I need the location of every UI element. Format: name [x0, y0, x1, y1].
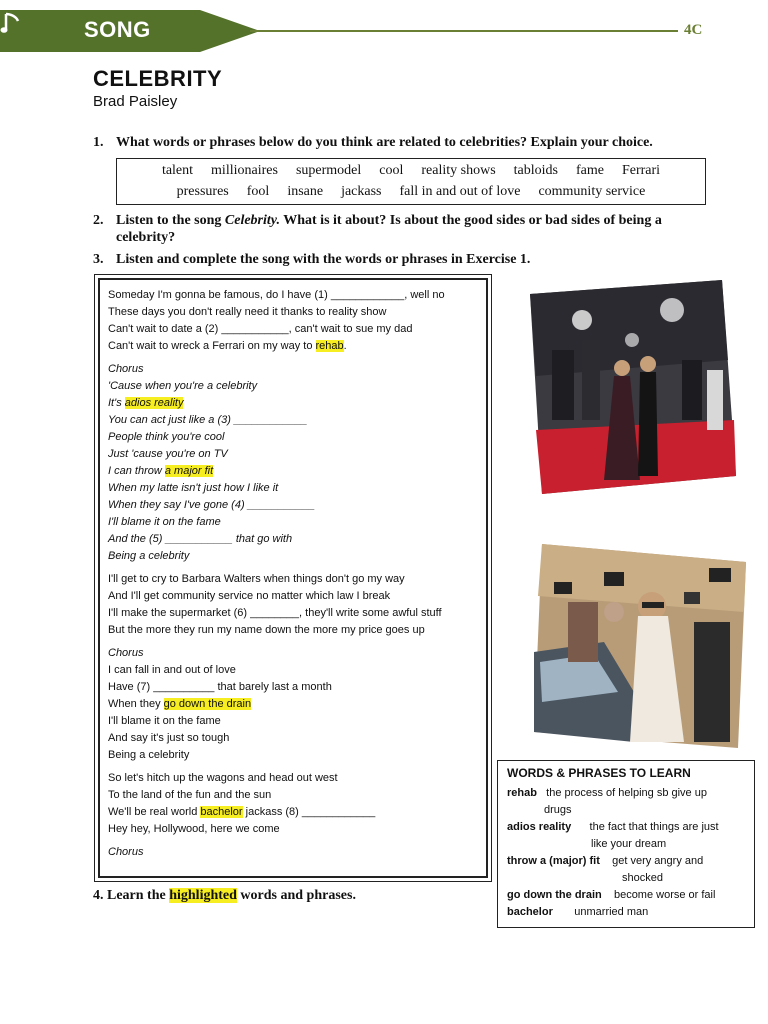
lyrics-box	[98, 278, 488, 878]
highlight-go-down-the-drain: go down the drain	[163, 698, 252, 710]
vocab-definition: the fact that things are just	[589, 821, 719, 833]
exercise-1-question: What words or phrases below do you think are related to celebrities? Explain your choice.	[116, 135, 653, 150]
lyric-line: I can fall in and out of love	[108, 664, 236, 676]
vocab-entry	[507, 853, 754, 887]
lyric-line: I'll blame it on the fame	[108, 715, 221, 727]
word-chip: reality shows	[421, 163, 496, 178]
lyric-line: When they say I've gone (4) ___________	[108, 499, 315, 511]
vocab-term: go down the drain	[507, 889, 602, 901]
exercise-4-text-end: words and phrases.	[236, 888, 356, 903]
paparazzi-photo	[534, 542, 748, 752]
exercise-2-question	[93, 212, 713, 246]
lyric-line: 'Cause when you're a celebrity	[108, 380, 258, 392]
lyric-text: When they	[108, 698, 164, 710]
exercise-2-song-title: Celebrity.	[224, 213, 280, 228]
lyric-line: And I'll get community service no matter which law I break	[108, 590, 391, 602]
word-chip: fool	[246, 184, 270, 199]
lyric-line	[108, 804, 486, 821]
word-row-1	[117, 163, 705, 181]
lyric-line: I'll blame it on the fame	[108, 516, 221, 528]
exercise-3-number: 3.	[93, 252, 104, 267]
lyric-line: Can't wait to date a (2) ___________, can't wait to sue my dad	[108, 323, 413, 335]
vocab-entry	[507, 819, 754, 853]
lyric-line	[108, 696, 486, 713]
lyric-line	[108, 338, 486, 355]
lyric-line: You can act just like a (3) ____________	[108, 414, 308, 426]
lyric-line: Have (7) __________ that barely last a month	[108, 681, 332, 693]
word-chip: pressures	[176, 184, 229, 199]
chorus-label: Chorus	[108, 363, 144, 375]
exercise-1	[93, 134, 713, 151]
word-chip: insane	[287, 184, 324, 199]
word-chip: Ferrari	[621, 163, 661, 178]
chorus-1	[108, 361, 486, 565]
song-artist: Brad Paisley	[93, 93, 178, 110]
word-chip: fall in and out of love	[399, 184, 521, 199]
lyric-line: These days you don't really need it thanks to reality show	[108, 306, 387, 318]
lyric-text: We'll be real world	[108, 806, 201, 818]
red-carpet-image	[522, 280, 738, 506]
word-chip: supermodel	[295, 163, 362, 178]
lyric-line: I'll make the supermarket (6) ________, they'll write some awful stuff	[108, 607, 442, 619]
exercise-4	[93, 888, 356, 904]
vocab-term: adios reality	[507, 821, 572, 833]
vocab-term: bachelor	[507, 906, 553, 918]
exercise-2-text: Listen to the song	[116, 213, 225, 228]
exercise-1-number: 1.	[93, 135, 104, 150]
vocab-definition: the process of helping sb give up	[546, 787, 707, 799]
word-row-2	[117, 184, 705, 202]
chorus-label: Chorus	[108, 647, 144, 659]
vocab-entry	[507, 887, 754, 904]
lyric-line	[108, 395, 486, 412]
vocab-definition: become worse or fail	[613, 889, 716, 901]
words-to-learn-title: WORDS & PHRASES TO LEARN	[507, 766, 691, 780]
vocab-term: rehab	[507, 787, 537, 799]
word-chip: millionaires	[211, 163, 278, 178]
vocab-entry	[507, 785, 754, 819]
lyric-text: jackass (8) ____________	[242, 806, 376, 818]
vocab-definition-cont: like your dream	[591, 838, 667, 850]
lyric-line: And the (5) ___________ that go with	[108, 533, 293, 545]
unit-code: 4C	[684, 22, 703, 38]
lyric-line: And say it's just so tough	[108, 732, 230, 744]
lyric-text: Can't wait to wreck a Ferrari on my way to	[108, 340, 316, 352]
vocab-term: throw a (major) fit	[507, 855, 600, 867]
lyric-line: But the more they run my name down the more my price goes up	[108, 624, 425, 636]
verse-3	[108, 770, 486, 838]
lyric-line: I'll get to cry to Barbara Walters when things don't go my way	[108, 573, 405, 585]
vocab-definition-cont: shocked	[622, 872, 663, 884]
lyric-line: Being a celebrity	[108, 550, 190, 562]
section-label: SONG	[84, 17, 151, 42]
exercise-4-text: 4. Learn the	[93, 888, 170, 903]
vocab-definition: get very angry and	[612, 855, 704, 867]
words-to-learn-box	[497, 760, 755, 928]
lyric-text: .	[343, 340, 347, 352]
exercise-2-number: 2.	[93, 213, 104, 228]
exercise-2	[93, 212, 713, 246]
section-banner	[0, 10, 260, 52]
word-chip: community service	[538, 184, 646, 199]
music-note-icon	[0, 10, 22, 36]
exercise-3-question: Listen and complete the song with the words or phrases in Exercise 1.	[116, 252, 531, 267]
exercise-3	[93, 251, 713, 268]
word-chip: jackass	[341, 184, 382, 199]
lyric-line: To the land of the fun and the sun	[108, 789, 272, 801]
word-chip: talent	[161, 163, 194, 178]
red-carpet-photo	[522, 280, 738, 506]
highlight-major-fit: a major fit	[164, 465, 214, 477]
word-chip: fame	[575, 163, 604, 178]
lyric-line: Just 'cause you're on TV	[108, 448, 228, 460]
highlight-rehab: rehab	[315, 340, 344, 352]
chorus-2	[108, 645, 486, 764]
lyric-line: Someday I'm gonna be famous, do I have (1) ____________, well no	[108, 289, 445, 301]
exercise-4-highlight: highlighted	[169, 888, 237, 903]
lyrics-frame	[94, 274, 492, 882]
word-chip: cool	[379, 163, 404, 178]
lyric-text: It's	[108, 397, 125, 409]
vocab-definition-cont: drugs	[544, 804, 572, 816]
vocab-definition: unmarried man	[574, 906, 649, 918]
lyric-line: Hey hey, Hollywood, here we come	[108, 823, 280, 835]
paparazzi-image	[534, 542, 748, 752]
lyric-line: Being a celebrity	[108, 749, 190, 761]
lyric-line	[108, 463, 486, 480]
highlight-bachelor: bachelor	[200, 806, 243, 818]
lyric-line: So let's hitch up the wagons and head out west	[108, 772, 338, 784]
lyric-text: I can throw	[108, 465, 165, 477]
highlight-adios-reality: adios reality	[124, 397, 184, 409]
vocab-entry	[507, 904, 754, 921]
verse-2	[108, 571, 486, 639]
verse-1	[108, 287, 486, 355]
song-title: CELEBRITY	[93, 66, 223, 91]
lyric-line: People think you're cool	[108, 431, 225, 443]
lyric-line: When my latte isn't just how I like it	[108, 482, 279, 494]
exercise-2-text-end: What is it about? Is about the good sides or bad sides of being a celebrity?	[116, 213, 662, 245]
final-chorus-label: Chorus	[108, 846, 144, 858]
word-box	[116, 158, 706, 205]
header-rule	[250, 30, 678, 32]
word-chip: tabloids	[513, 163, 558, 178]
